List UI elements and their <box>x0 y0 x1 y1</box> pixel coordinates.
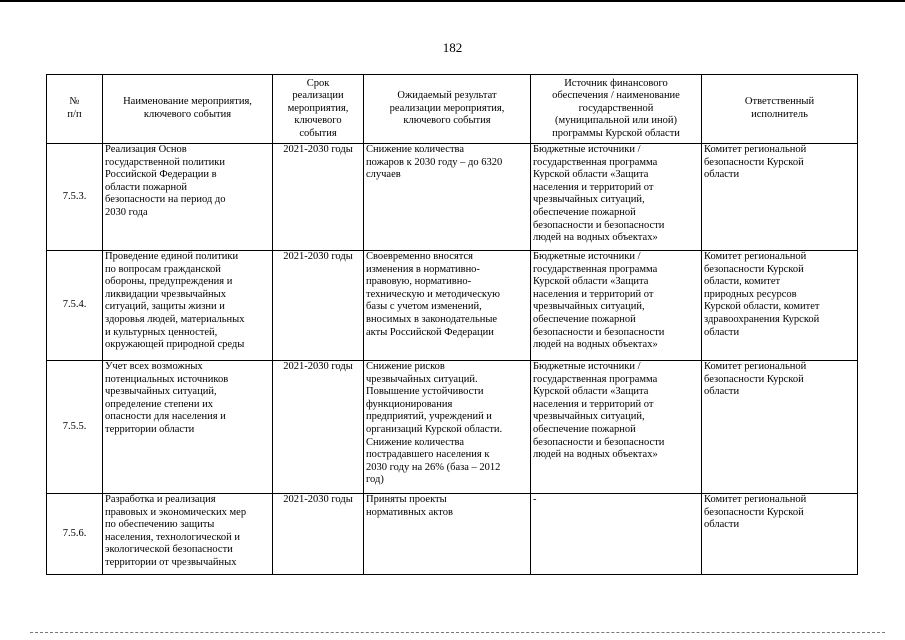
table-row <box>47 144 858 251</box>
header-funding-source: Источник финансового обеспечения / наименование государственной (муниципальной или иной) программы Курской области <box>531 75 702 144</box>
table-row <box>47 251 858 361</box>
row-number: 7.5.3. <box>47 144 103 251</box>
row-number: 7.5.5. <box>47 361 103 494</box>
row-number: 7.5.6. <box>47 494 103 575</box>
responsible-executor: Комитет региональной безопасности Курской области <box>702 361 858 494</box>
header-responsible: Ответственный исполнитель <box>702 75 858 144</box>
row-number: 7.5.4. <box>47 251 103 361</box>
header-measure-name: Наименование мероприятия, ключевого события <box>103 75 273 144</box>
responsible-executor: Комитет региональной безопасности Курской области, комитет природных ресурсов Курской области, комитет здравоохранения Курской области <box>702 251 858 361</box>
measure-name: Учет всех возможных потенциальных источников чрезвычайных ситуаций, определение степени их опасности для населения и территории области <box>103 361 273 494</box>
table-row <box>47 361 858 494</box>
term: 2021-2030 годы <box>273 144 364 251</box>
measure-name: Разработка и реализация правовых и экономических мер по обеспечению защиты населения, технологической и экологической безопасности территории от чрезвычайных <box>103 494 273 575</box>
responsible-executor: Комитет региональной безопасности Курской области <box>702 144 858 251</box>
expected-result: Своевременно вносятся изменения в нормативно- правовую, нормативно- техническую и методическую базы с учетом изменений, вносимых в законодательные акты Российской Федерации <box>364 251 531 361</box>
measure-name: Реализация Основ государственной политики Российской Федерации в области пожарной безопасности на период до 2030 года <box>103 144 273 251</box>
responsible-executor: Комитет региональной безопасности Курской области <box>702 494 858 575</box>
funding-source: - <box>531 494 702 575</box>
scan-bottom-edge <box>30 632 885 633</box>
expected-result: Снижение рисков чрезвычайных ситуаций. Повышение устойчивости функционирования предприятий, учреждений и организаций Курской области. Снижение количества пострадавшего населения к 2030 году на 26% (база – 2012 год) <box>364 361 531 494</box>
header-term: Срок реализации мероприятия, ключевого события <box>273 75 364 144</box>
funding-source: Бюджетные источники / государственная программа Курской области «Защита населения и территорий от чрезвычайных ситуаций, обеспечение пожарной безопасности и безопасности людей на водных объектах» <box>531 251 702 361</box>
term: 2021-2030 годы <box>273 251 364 361</box>
header-expected-result: Ожидаемый результат реализации мероприятия, ключевого события <box>364 75 531 144</box>
expected-result: Снижение количества пожаров к 2030 году – до 6320 случаев <box>364 144 531 251</box>
header-number: № п/п <box>47 75 103 144</box>
table-row <box>47 494 858 575</box>
measure-name: Проведение единой политики по вопросам гражданской обороны, предупреждения и ликвидации чрезвычайных ситуаций, защиты жизни и здоровья людей, материальных и культурных ценностей, окружающей природной среды <box>103 251 273 361</box>
expected-result: Приняты проекты нормативных актов <box>364 494 531 575</box>
funding-source: Бюджетные источники / государственная программа Курской области «Защита населения и территорий от чрезвычайных ситуаций, обеспечение пожарной безопасности и безопасности людей на водных объектах» <box>531 144 702 251</box>
term: 2021-2030 годы <box>273 494 364 575</box>
page-number: 182 <box>442 40 463 55</box>
measures-table <box>46 74 858 575</box>
term: 2021-2030 годы <box>273 361 364 494</box>
table-header-row <box>47 75 858 144</box>
top-border-line <box>0 0 905 2</box>
funding-source: Бюджетные источники / государственная программа Курской области «Защита населения и территорий от чрезвычайных ситуаций, обеспечение пожарной безопасности и безопасности людей на водных объектах» <box>531 361 702 494</box>
